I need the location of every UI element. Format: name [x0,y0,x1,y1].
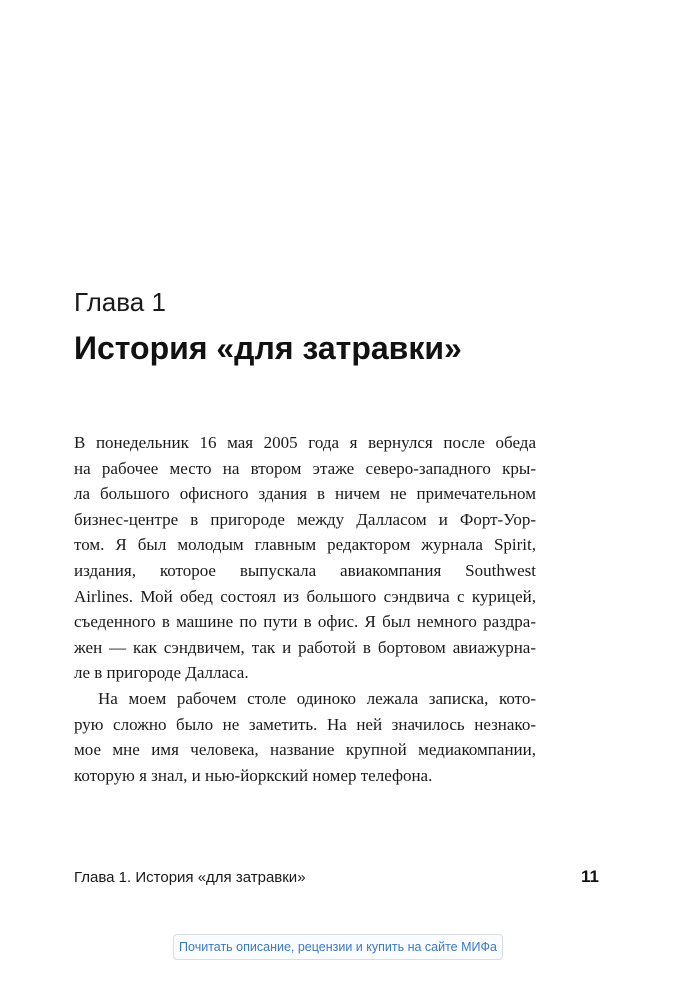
text-line: В понедельник 16 мая 2005 года я вернулся после обеда [74,433,536,452]
text-line: жен — как сэндвичем, так и работой в бортовом авиажурна- [74,637,536,657]
promo-link[interactable]: Почитать описание, рецензии и купить на сайте МИФа [173,934,503,960]
text-line: На моем рабочем столе одиноко лежала записка, кото- [98,688,536,708]
paragraph [74,430,536,686]
page-number: 11 [581,867,599,886]
text-line: Airlines. Мой обед состоял из большого сэндвича с курицей, [74,586,536,606]
chapter-title: История «для затравки» [74,330,462,366]
text-line: на рабочее место на втором этаже северо-западного кры- [74,458,536,478]
text-line: съеденного в машине по пути в офис. Я был немного раздра- [74,612,536,632]
text-line: ла большого офисного здания в ничем не примечательном [74,484,536,504]
text-line: рую сложно было не заметить. На ней значилось незнако- [74,714,536,734]
text-line: ле в пригороде Далласа. [74,663,249,683]
text-line: бизнес-центре в пригороде между Далласом и Форт-Уор- [74,509,536,529]
text-line: мое мне имя человека, название крупной медиакомпании, [74,740,536,760]
paragraph [74,686,536,788]
text-line: которую я знал, и нью-йоркский номер телефона. [74,765,433,785]
body-text [74,430,536,788]
chapter-label: Глава 1 [74,287,166,317]
running-title: Глава 1. История «для затравки» [74,869,306,886]
text-line: издания, которое выпускала авиакомпания Southwest [74,560,536,580]
text-line: том. Я был молодым главным редактором журнала Spirit, [74,535,536,555]
